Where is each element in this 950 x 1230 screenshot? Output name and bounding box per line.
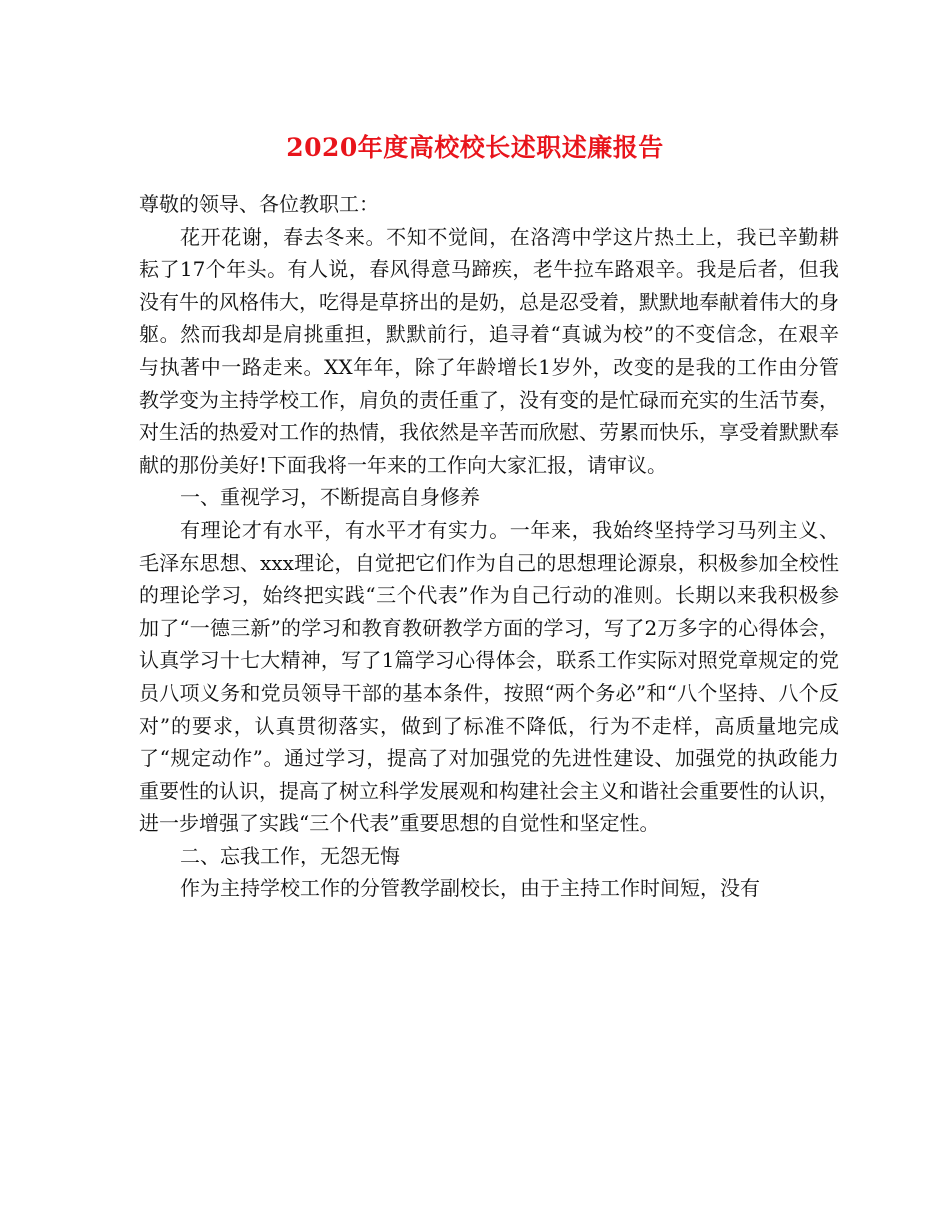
section-heading-2: 二、忘我工作，无怨无悔 bbox=[180, 843, 400, 868]
section-heading-1: 一、重视学习，不断提高自身修养 bbox=[180, 485, 480, 510]
document-body bbox=[139, 188, 839, 905]
paragraph-study: 有理论才有水平，有水平才有实力。一年来，我始终坚持学习马列主义、毛泽东思想、xxx理论，自觉把它们作为自己的思想理论源泉，积极参加全校性的理论学习，始终把实践“三个代表”作为自己行动的准则。长期以来我积极参加了“一德三新”的学习和教育教研教学方面的学习，写了2万多字的心得体会，认真学习十七大精神，写了1篇学习心得体会，联系工作实际对照党章规定的党员八项义务和党员领导干部的基本条件，按照“两个务必”和“八个坚持、八个反对”的要求，认真贯彻落实，做到了标准不降低，行为不走样，高质量地完成了“规定动作”。通过学习，提高了对加强党的先进性建设、加强党的执政能力重要性的认识，提高了树立科学发展观和构建社会主义和谐社会重要性的认识，进一步增强了实践“三个代表”重要思想的自觉性和坚定性。 bbox=[139, 517, 839, 836]
salutation: 尊敬的领导、各位教职工： bbox=[139, 192, 379, 216]
document-title: 2020年度高校校长述职述廉报告 bbox=[286, 133, 664, 162]
paragraph-intro: 花开花谢，春去冬来。不知不觉间，在洛湾中学这片热土上，我已辛勤耕耘了17个年头。有人说，春风得意马蹄疾，老牛拉车路艰辛。我是后者，但我没有牛的风格伟大，吃得是草挤出的是奶，总是忍受着，默默地奉献着伟大的身躯。然而我却是肩挑重担，默默前行，追寻着“真诚为校”的不变信念，在艰辛与执著中一路走来。XX年年，除了年龄增长1岁外，改变的是我的工作由分管教学变为主持学校工作，肩负的责任重了，没有变的是忙碌而充实的生活节奏，对生活的热爱对工作的热情，我依然是辛苦而欣慰、劳累而快乐，享受着默默奉献的那份美好!下面我将一年来的工作向大家汇报，请审议。 bbox=[139, 224, 839, 477]
paragraph-work: 作为主持学校工作的分管教学副校长，由于主持工作时间短，没有 bbox=[180, 876, 760, 901]
